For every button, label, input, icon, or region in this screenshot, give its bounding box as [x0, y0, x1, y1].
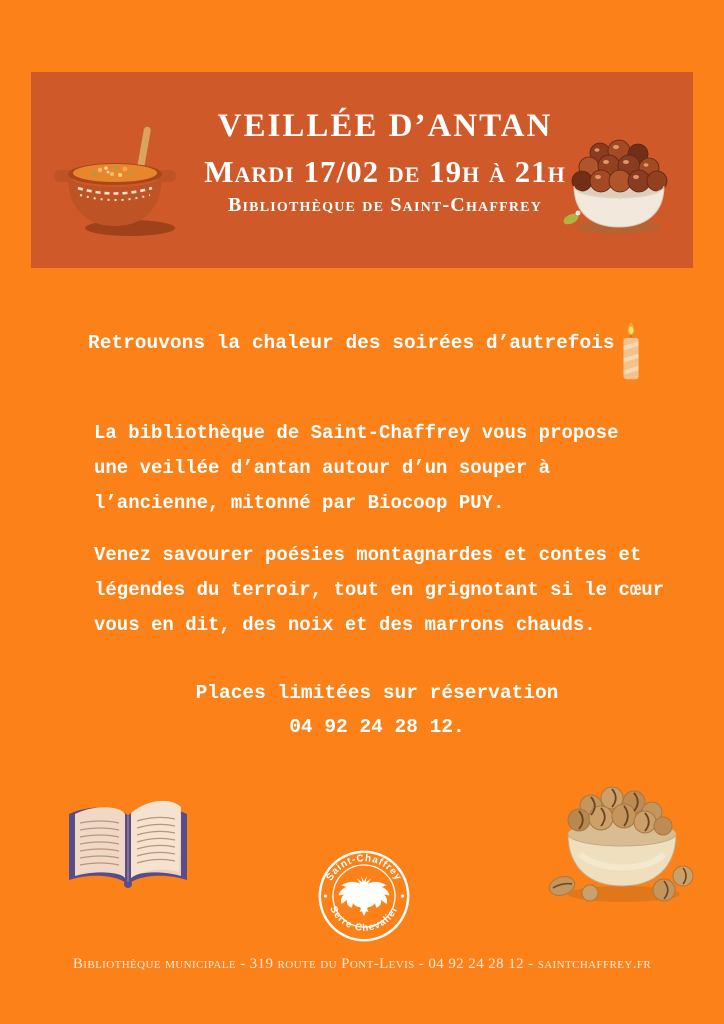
paragraph-1-line: l’ancienne, mitonné par Biocoop PUY. — [94, 492, 505, 514]
soup-pot-illustration — [50, 124, 180, 239]
paragraph-2-line: légendes du terroir, tout en grignotant si le cœur — [94, 579, 665, 601]
header-text-block — [170, 108, 600, 216]
event-title: VEILLÉE D’ANTAN — [217, 108, 553, 144]
paragraph-2-line: vous en dit, des noix et des marrons chauds. — [94, 614, 596, 636]
svg-text:Saint-Chaffrey — [324, 853, 403, 883]
eagle-icon — [339, 875, 390, 916]
paragraph-1-line: La bibliothèque de Saint-Chaffrey vous propose — [94, 422, 619, 444]
walnut-bowl-illustration — [546, 772, 696, 902]
paragraph-2 — [94, 538, 664, 643]
paragraph-2-line: Venez savourer poésies montagnardes et contes et — [94, 544, 642, 566]
town-logo — [317, 849, 411, 943]
logo-arc-bottom-label: Serre Chevalier — [327, 904, 401, 934]
intro-line: Retrouvons la chaleur des soirées d’autrefois — [88, 332, 615, 354]
footer-contact-line: Bibliothèque municipale - 319 route du Pont-Levis - 04 92 24 28 12 - saintchaffrey.fr — [72, 956, 652, 972]
reservation-block — [30, 676, 724, 744]
paragraph-1-line: une veillée d’antan autour d’un souper à — [94, 457, 551, 479]
event-date: Mardi 17/02 de 19h à 21h — [204, 154, 566, 189]
logo-arc-top-label: Saint-Chaffrey — [324, 853, 404, 883]
candle-icon — [615, 320, 647, 382]
reservation-phone: 04 92 24 28 12. — [289, 716, 465, 738]
reservation-line: Places limitées sur réservation — [195, 682, 559, 704]
open-book-illustration — [62, 792, 194, 892]
event-venue: Bibliothèque de Saint-Chaffrey — [227, 194, 543, 216]
paragraph-1 — [94, 416, 619, 521]
